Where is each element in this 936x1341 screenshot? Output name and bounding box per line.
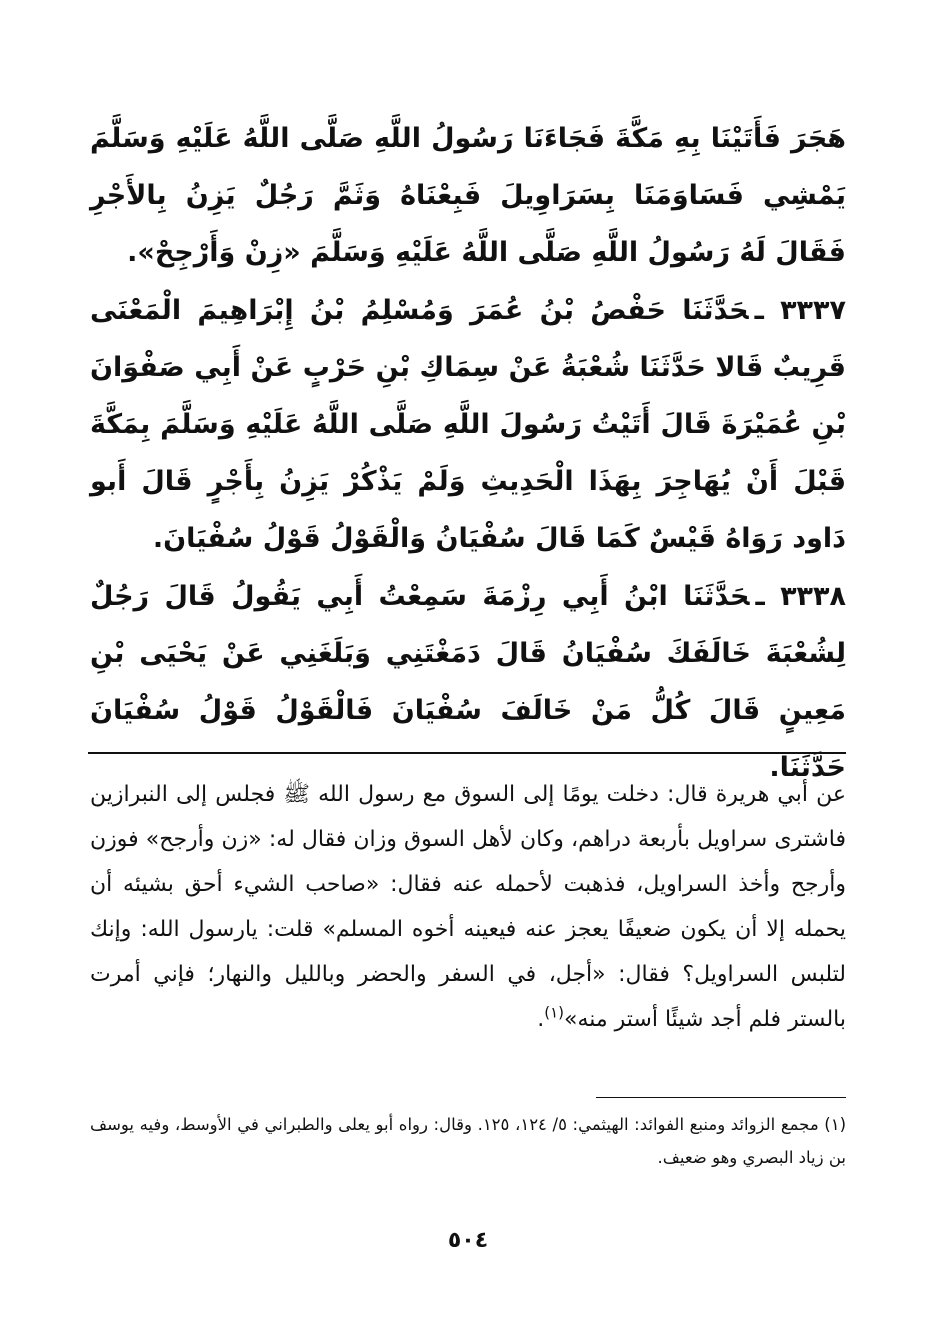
footnote-text: (١) مجمع الزوائد ومنبع الفوائد: الهيثمي: ٥/ ١٢٤، ١٢٥. وقال: رواه أبو يعلى والطبراني في الأوسط، وفيه يوسف بن زياد البصري وهو ضعيف. (90, 1115, 846, 1167)
footnote-reference[interactable]: (١) (544, 1003, 564, 1022)
commentary-text: عن أبي هريرة قال: دخلت يومًا إلى السوق مع رسول الله ﷺ فجلس إلى النبرازين فاشترى سراويل بأربعة دراهم، وكان لأهل السوق وزان فقال له: «زن وأرجح» فوزن وأرجح وأخذ السراويل، فذهبت لأحمله عنه فقال: «صاحب الشيء أحق بشيئه أن يحمله إلا أن يكون ضعيفًا يعجز عنه فيعينه أخوه المسلم» قلت: يارسول الله: وإنك لتلبس السراويل؟ فقال: «أجل، في السفر والحضر وبالليل والنهار؛ فإني أمرت بالستر فلم أجد شيئًا أستر منه» (90, 782, 846, 1032)
commentary-end: . (537, 1007, 545, 1032)
footnote (90, 1108, 846, 1174)
hadith-text: حَدَّثَنَا ابْنُ أَبِي رِزْمَةَ سَمِعْتُ أَبِي يَقُولُ قَالَ رَجُلٌ لِشُعْبَةَ خَالَفَكَ سُفْيَانُ قَالَ دَمَغْتَنِي وَبَلَغَنِي عَنْ يَحْيَى بْنِ مَعِينٍ قَالَ كُلُّ مَنْ خَالَفَ سُفْيَانَ فَالْقَوْلُ قَوْلُ سُفْيَانَ حَدَّثَنَا. (90, 581, 846, 783)
hadith-text: حَدَّثَنَا حَفْصُ بْنُ عُمَرَ وَمُسْلِمُ بْنُ إِبْرَاهِيمَ الْمَعْنَى قَرِيبٌ قَالا حَدَّثَنَا شُعْبَةُ عَنْ سِمَاكِ بْنِ حَرْبٍ عَنْ أَبِي صَفْوَانَ بْنِ عُمَيْرَةَ قَالَ أَتَيْتُ رَسُولَ اللَّهِ صَلَّى اللَّهُ عَلَيْهِ وَسَلَّمَ بِمَكَّةَ قَبْلَ أَنْ يُهَاجِرَ بِهَذَا الْحَدِيثِ وَلَمْ يَذْكُرْ يَزِنُ بِأَجْرٍ قَالَ أَبو دَاود رَوَاهُ قَيْسٌ كَمَا قَالَ سُفْيَانُ وَالْقَوْلُ قَوْلُ سُفْيَانَ. (90, 295, 846, 554)
hadith-number: ٣٣٣٧ ـ (754, 295, 846, 326)
hadith-continuation-text: هَجَرَ فَأَتَيْنَا بِهِ مَكَّةَ فَجَاءَنَا رَسُولُ اللَّهِ صَلَّى اللَّهُ عَلَيْهِ وَسَلَّمَ يَمْشِي فَسَاوَمَنَا بِسَرَاوِيلَ فَبِعْنَاهُ وَثَمَّ رَجُلٌ يَزِنُ بِالأَجْرِ فَقَالَ لَهُ رَسُولُ اللَّهِ صَلَّى اللَّهُ عَلَيْهِ وَسَلَّمَ «زِنْ وَأَرْجِحْ». (90, 123, 846, 268)
hadith-continuation (90, 110, 846, 281)
commentary-paragraph (90, 772, 846, 1042)
section-divider (88, 752, 846, 754)
hadith-3338 (90, 568, 846, 796)
footnote-divider (596, 1097, 846, 1098)
page-number: ٥٠٤ (447, 1228, 489, 1253)
hadith-number: ٣٣٣٨ ـ (755, 581, 846, 612)
hadith-3337 (90, 282, 846, 567)
